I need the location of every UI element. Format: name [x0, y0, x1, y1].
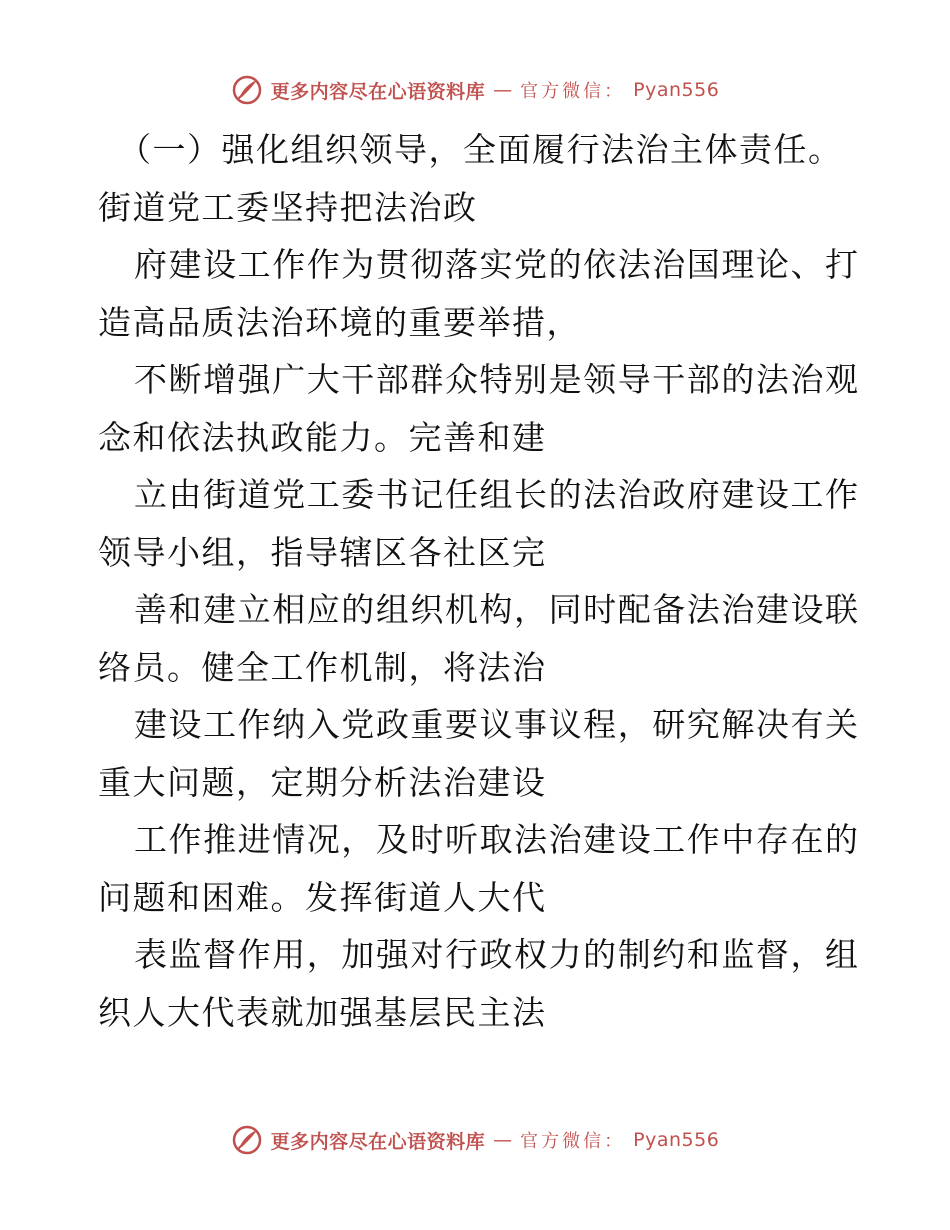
- text-line: 织人大代表就加强基层民主法: [98, 992, 547, 1032]
- text-line: 街道党工委坚持把法治政: [98, 187, 478, 227]
- quill-logo-icon: [231, 74, 263, 106]
- text-line: 建设工作纳入党政重要议事议程，研究解决有关: [134, 705, 858, 744]
- text-line: 府建设工作作为贯彻落实党的依法治国理论、打: [134, 245, 858, 284]
- watermark-separator: —: [493, 1129, 513, 1151]
- watermark-wechat-label: 官方微信：: [520, 1131, 626, 1152]
- quill-logo-icon: [231, 1124, 263, 1156]
- text-line: 立由街道党工委书记任组长的法治政府建设工作: [134, 475, 858, 514]
- text-line: 问题和困难。发挥街道人大代: [98, 877, 547, 917]
- text-line: 表监督作用，加强对行政权力的制约和监督，组: [134, 935, 858, 974]
- text-line: 念和依法执政能力。完善和建: [98, 417, 547, 457]
- text-line: 络员。健全工作机制，将法治: [98, 647, 547, 687]
- watermark-wechat-id: Pyan556: [633, 79, 720, 101]
- text-line: 领导小组，指导辖区各社区完: [98, 532, 547, 572]
- text-line: 重大问题，定期分析法治建设: [98, 762, 547, 802]
- text-line: 善和建立相应的组织机构，同时配备法治建设联: [134, 590, 858, 629]
- document-body: [98, 121, 858, 1041]
- watermark-wechat-id: Pyan556: [633, 1129, 720, 1151]
- watermark-header: [0, 70, 950, 110]
- watermark-wechat-label: 官方微信：: [520, 81, 626, 102]
- text-line: 不断增强广大干部群众特别是领导干部的法治观: [134, 360, 858, 399]
- watermark-footer: [0, 1120, 950, 1160]
- text-line: 造高品质法治环境的重要举措，: [98, 302, 581, 342]
- watermark-brand: 更多内容尽在心语资料库: [270, 1130, 486, 1153]
- text-line: （一）强化组织领导，全面履行法治主体责任。: [118, 130, 843, 169]
- text-line: 工作推进情况，及时听取法治建设工作中存在的: [134, 820, 858, 859]
- watermark-brand: 更多内容尽在心语资料库: [270, 80, 486, 103]
- watermark-separator: —: [493, 79, 513, 101]
